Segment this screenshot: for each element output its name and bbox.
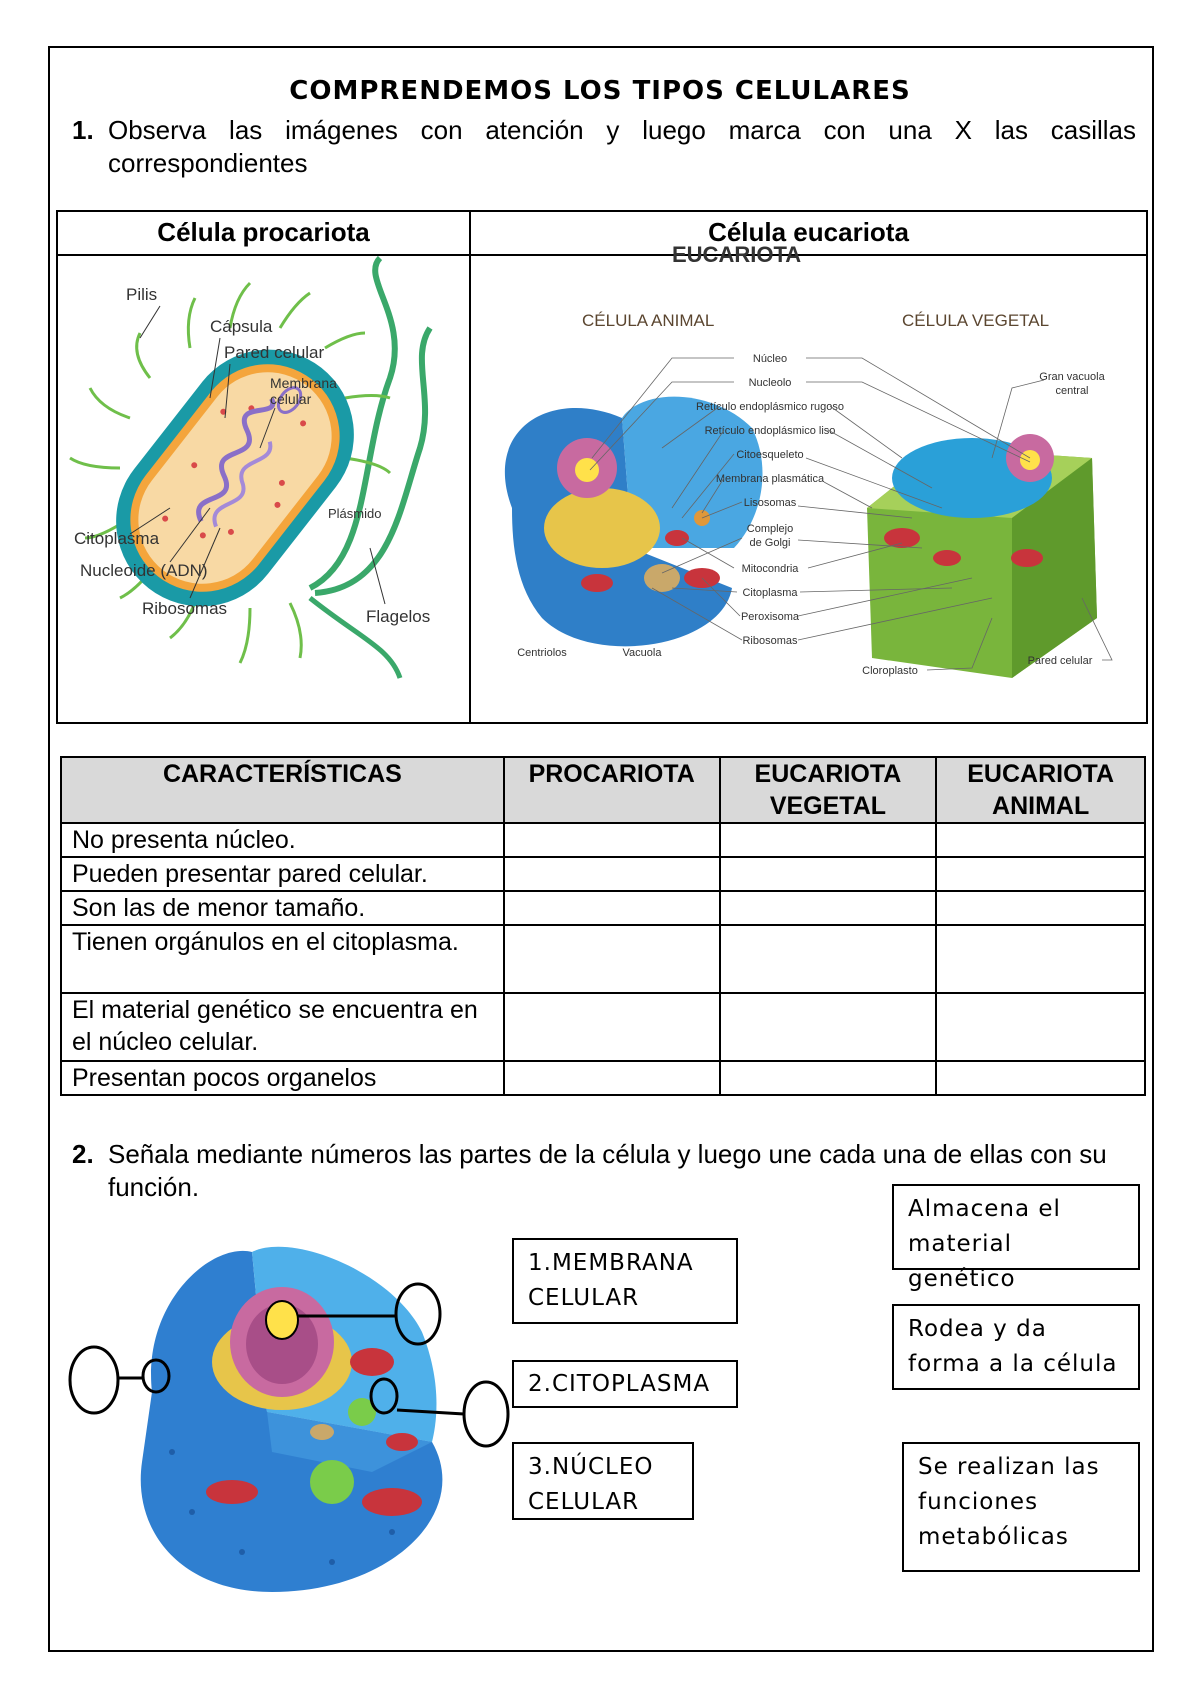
label-nucleolo: Nucleolo [748,377,792,389]
check-cell[interactable] [720,891,937,925]
characteristic-text: Pueden presentar pared celular. [61,857,504,891]
answer-circle[interactable] [396,1284,440,1344]
label-cloroplasto: Cloroplasto [862,665,918,677]
label-peroxisoma: Peroxisoma [740,611,800,623]
label-celula-vegetal: CÉLULA VEGETAL [902,311,1050,330]
table-row [61,1061,1145,1095]
label-pilis: Pilis [126,285,158,304]
label-nucleoide: Nucleoide (ADN) [80,561,208,580]
label-capsula: Cápsula [210,317,273,336]
cell-images-table [56,210,1148,724]
label-flagelos: Flagelos [366,607,431,626]
part-nucleo[interactable]: 3.NÚCLEO CELULAR [512,1442,694,1520]
label-complejo: Complejo [746,523,794,535]
check-cell[interactable] [504,823,720,857]
label-citoplasma-euk: Citoplasma [742,587,798,599]
check-cell[interactable] [720,857,937,891]
characteristic-text: No presenta núcleo. [61,823,504,857]
label-citoplasma: Citoplasma [74,529,160,548]
label-gran-vacuola: Gran vacuola [1039,371,1105,383]
label-rel: Retículo endoplásmico liso [704,425,836,437]
header-eucariota-vegetal: EUCARIOTA VEGETAL [720,757,937,823]
characteristics-table [60,756,1146,1096]
check-cell[interactable] [936,1061,1145,1095]
header-procariota-col: PROCARIOTA [504,757,720,823]
check-cell[interactable] [936,993,1145,1061]
animal-cell-diagram [72,1212,512,1602]
label-de-golgi: de Golgi [749,537,791,549]
check-cell[interactable] [504,993,720,1061]
function-metabolicas[interactable]: Se realizan las funciones metabólicas [902,1442,1140,1572]
label-membrana-plasmatica: Membrana plasmática [715,473,825,485]
table-row [61,857,1145,891]
page-title: COMPRENDEMOS LOS TIPOS CELULARES [289,76,911,106]
label-ribosomas: Ribosomas [142,599,228,618]
label-gran-vacuola-2: central [1055,385,1089,397]
check-cell[interactable] [720,1061,937,1095]
eukaryote-cells-diagram [472,242,1146,722]
characteristic-text: El material genético se encuentra en el núcleo celular. [61,993,504,1061]
table-row [61,993,1145,1061]
check-cell[interactable] [504,857,720,891]
label-citoesqueleto: Citoesqueleto [736,449,804,461]
label-pared-celular-euk: Pared celular [1027,655,1093,667]
part-membrana[interactable]: 1.MEMBRANA CELULAR [512,1238,738,1324]
table-row [61,925,1145,993]
label-nucleo: Núcleo [752,353,788,365]
label-mitocondria: Mitocondria [741,563,799,575]
label-rer: Retículo endoplásmico rugoso [696,401,844,413]
check-cell[interactable] [936,857,1145,891]
check-cell[interactable] [936,823,1145,857]
prokaryote-cell-diagram [60,258,468,722]
check-cell[interactable] [936,925,1145,993]
header-eucariota-animal: EUCARIOTA ANIMAL [936,757,1145,823]
answer-circle[interactable] [70,1347,118,1413]
question-number: 1. [72,115,94,145]
header-procariota: Célula procariota [58,212,469,256]
header-caracteristicas: CARACTERÍSTICAS [61,757,504,823]
table-row [61,823,1145,857]
part-citoplasma[interactable]: 2.CITOPLASMA [512,1360,738,1408]
characteristic-text: Son las de menor tamaño. [61,891,504,925]
check-cell[interactable] [720,993,937,1061]
check-cell[interactable] [504,891,720,925]
check-cell[interactable] [504,925,720,993]
check-cell[interactable] [504,1061,720,1095]
answer-circle[interactable] [464,1382,508,1446]
characteristic-text: Presentan pocos organelos [61,1061,504,1095]
header-eucariota: Célula eucariota [471,212,1146,256]
check-cell[interactable] [936,891,1145,925]
label-centriolos: Centriolos [517,647,567,659]
characteristic-text: Tienen orgánulos en el citoplasma. [61,925,504,993]
question-number: 2. [72,1139,94,1169]
check-cell[interactable] [720,925,937,993]
label-celula-animal: CÉLULA ANIMAL [582,311,715,330]
label-plasmido: Plásmido [328,506,382,521]
function-rodea[interactable]: Rodea y da forma a la célula [892,1304,1140,1390]
table-row [61,891,1145,925]
label-ribosomas-euk: Ribosomas [742,635,798,647]
label-pared: Pared celular [224,343,325,362]
question-text: Señala mediante números las partes de la célula y luego une cada una de ellas con su función. [108,1139,1107,1202]
cut-heading: EUCARIOTA [672,242,802,267]
question-text: Observa las imágenes con atención y luego marca con una X las casillas correspondientes [108,115,1136,178]
label-vacuola: Vacuola [622,647,662,659]
label-membrana: Membrana [270,375,337,391]
label-celular: celular [270,391,312,407]
function-almacena[interactable]: Almacena el material genético [892,1184,1140,1270]
label-lisosomas: Lisosomas [743,497,797,509]
check-cell[interactable] [720,823,937,857]
